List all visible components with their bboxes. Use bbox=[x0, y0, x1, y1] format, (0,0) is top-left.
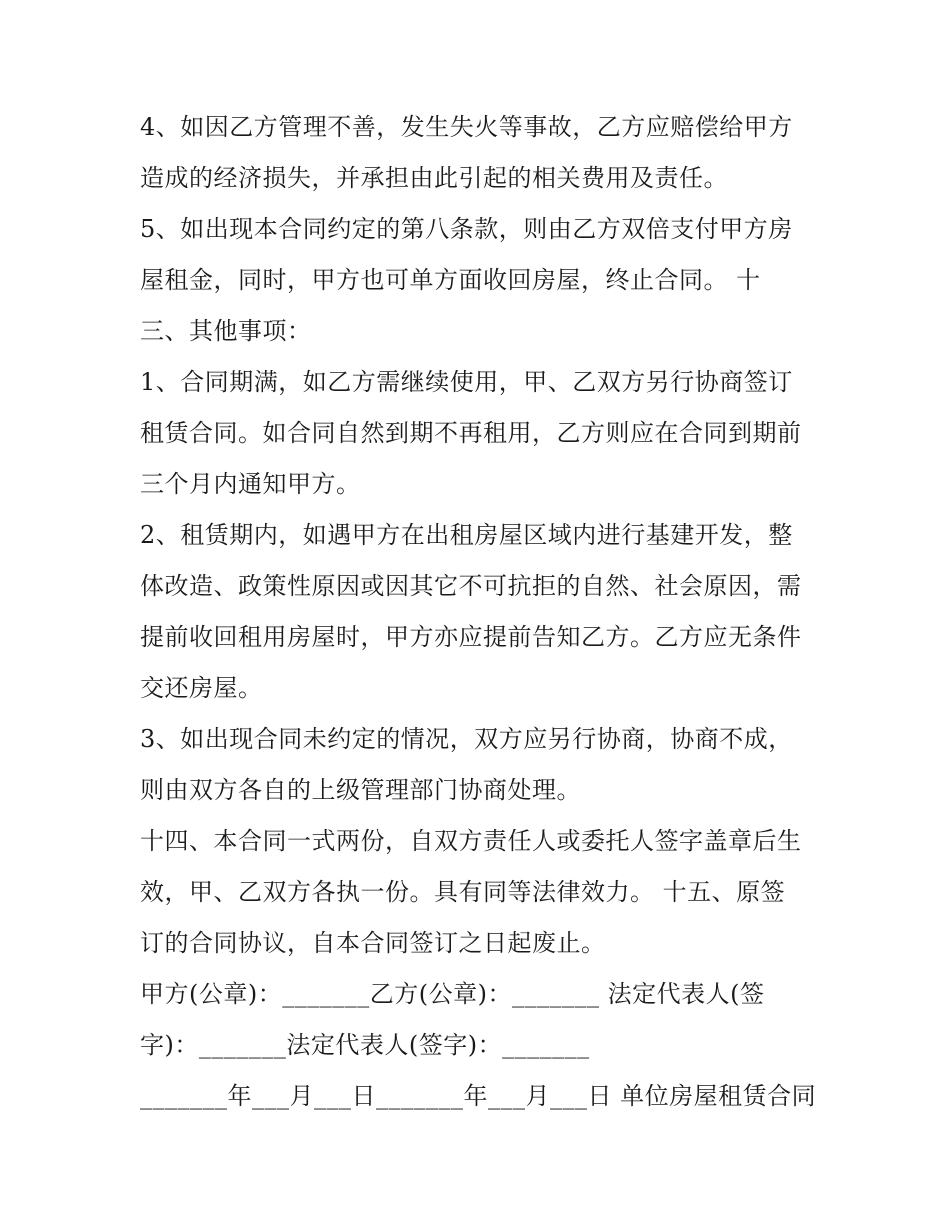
text-line: 3、如出现合同未约定的情况，双方应另行协商，协商不成， bbox=[140, 725, 793, 753]
text-line: 租赁合同。如合同自然到期不再租用，乙方则应在合同到期前 bbox=[140, 419, 802, 447]
text-line: 三个月内通知甲方。 bbox=[140, 470, 361, 498]
date-line: _______年___月___日_______年___月___日 单位房屋租赁合同 bbox=[140, 1082, 817, 1110]
signature-line: 甲方(公章)：_______乙方(公章)：_______ 法定代表人(签 bbox=[140, 980, 765, 1008]
text-line: 订的合同协议，自本合同签订之日起废止。 bbox=[140, 929, 606, 957]
text-line: 交还房屋。 bbox=[140, 674, 263, 702]
text-line: 1、合同期满，如乙方需继续使用，甲、乙双方另行协商签订 bbox=[140, 368, 793, 396]
section-heading: 三、其他事项： bbox=[140, 317, 312, 345]
document-body bbox=[140, 102, 820, 1122]
text-line: 十四、本合同一式两份，自双方责任人或委托人签字盖章后生 bbox=[140, 827, 802, 855]
text-line: 则由双方各自的上级管理部门协商处理。 bbox=[140, 776, 581, 804]
text-line: 造成的经济损失，并承担由此引起的相关费用及责任。 bbox=[140, 164, 728, 192]
text-line: 体改造、政策性原因或因其它不可抗拒的自然、社会原因，需 bbox=[140, 572, 802, 600]
text-line: 屋租金，同时，甲方也可单方面收回房屋，终止合同。 十 bbox=[140, 266, 761, 294]
signature-line: 字)：_______法定代表人(签字)：_______ bbox=[140, 1031, 590, 1059]
text-line: 2、租赁期内，如遇甲方在出租房屋区域内进行基建开发，整 bbox=[140, 521, 793, 549]
text-line: 4、如因乙方管理不善，发生失火等事故，乙方应赔偿给甲方 bbox=[140, 113, 793, 141]
text-line: 5、如出现本合同约定的第八条款，则由乙方双倍支付甲方房 bbox=[140, 215, 793, 243]
text-line: 提前收回租用房屋时，甲方亦应提前告知乙方。乙方应无条件 bbox=[140, 623, 802, 651]
text-line: 效，甲、乙双方各执一份。具有同等法律效力。 十五、原签 bbox=[140, 878, 786, 906]
